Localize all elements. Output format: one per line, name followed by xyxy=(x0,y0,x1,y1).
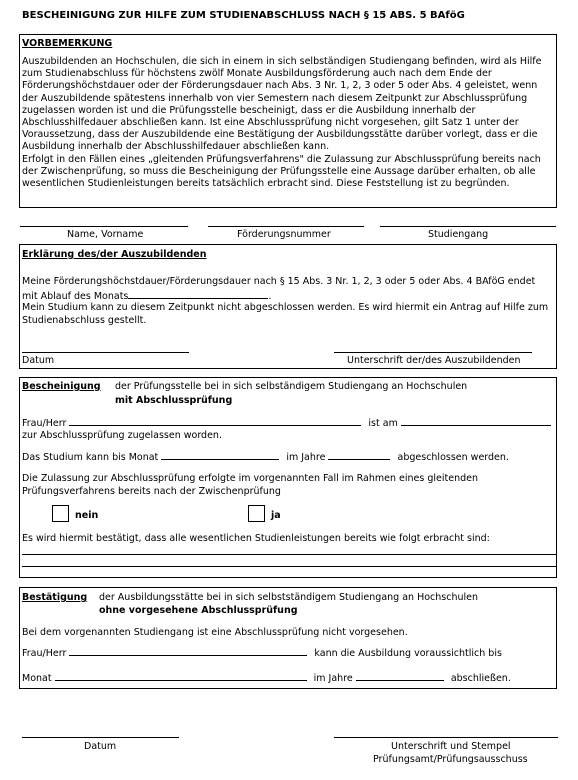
bestaetigt-text: Es wird hiermit bestätigt, dass alle wesentlichen Studienleistungen bereits wie folgt erbracht sind: xyxy=(22,533,490,544)
bescheinigung-frau-herr-row xyxy=(22,416,551,430)
studiengang-field[interactable] xyxy=(380,226,556,227)
foerderungsnummer-field[interactable] xyxy=(208,226,364,227)
erklaerung-signature-label: Unterschrift der/des Auszubildenden xyxy=(347,355,521,366)
bescheinigung-name-field[interactable] xyxy=(69,416,361,426)
nein-checkbox[interactable] xyxy=(52,505,69,522)
ist-am-label: ist am xyxy=(368,418,398,429)
bestaetigung-name-field[interactable] xyxy=(69,646,307,656)
vorbemerkung-line: zum Studienabschluss für höchstens zwölf Monate Ausbildungsförderung auch nach dem Ende der xyxy=(22,68,492,80)
erklaerung-line2: mit Ablauf des Monats . xyxy=(22,291,272,302)
studium-monat-row xyxy=(22,450,509,464)
studium-monat-label: Das Studium kann bis Monat xyxy=(22,452,159,463)
footer-signature-label1: Unterschrift und Stempel xyxy=(391,741,511,752)
vorbemerkung-line: Förderungshöchstdauer oder der Förderungsdauer nach Abs. 3 Nr. 1, 2, 3 oder 5 oder Abs. 4 geleistet, wenn xyxy=(22,80,538,92)
abgeschlossen-label: abgeschlossen werden. xyxy=(397,452,509,463)
abschliessen-label: abschließen. xyxy=(450,673,511,684)
bestaetigung-heading: Bestätigung xyxy=(22,592,88,603)
footer-date-label: Datum xyxy=(84,741,117,752)
bestaetigung-intro-bold: ohne vorgesehene Abschlussprüfung xyxy=(99,605,298,616)
ja-label: ja xyxy=(271,510,281,521)
studium-monat-field[interactable] xyxy=(161,450,279,460)
bescheinigung-intro: der Prüfungsstelle bei in sich selbständigem Studiengang an Hochschulen xyxy=(115,381,468,392)
im-jahre-label: im Jahre xyxy=(286,452,326,463)
erklaerung-line1: Meine Förderungshöchstdauer/Förderungsdauer nach § 15 Abs. 3 Nr. 1, 2, 3 oder 5 oder Abs. 4 BAföG endet xyxy=(22,276,536,287)
erklaerung-date-label: Datum xyxy=(22,355,55,366)
vorbemerkung-line: der Auszubildende spätestens innerhalb von vier Semestern nach diesem Zeitpunkt zur Abschlussprüfung xyxy=(22,92,528,104)
vorbemerkung-line: Auszubildenden an Hochschulen, die sich in einem in sich selbständigen Studiengang befinden, wird als Hilfe xyxy=(22,56,542,67)
vorbemerkung-line: zugelassen worden ist und die Prüfungsstelle bescheinigt, dass er die Ausbildung innerhalb der xyxy=(22,104,476,116)
nein-label: nein xyxy=(75,510,99,521)
footer-signature-label2: Prüfungsamt/Prüfungsausschuss xyxy=(373,754,528,765)
nicht-vorgesehen-text: Bei dem vorgenannten Studiengang ist eine Abschlussprüfung nicht vorgesehen. xyxy=(22,627,408,638)
name-field[interactable] xyxy=(20,226,188,227)
bescheinigung-heading: Bescheinigung xyxy=(22,381,101,392)
monat-field[interactable] xyxy=(128,289,268,299)
frau-herr-label: Frau/Herr xyxy=(22,418,67,429)
vorbemerkung-line: Erfolgt in den Fällen eines „gleitenden Prüfungsverfahrens" die Zulassung zur Abschlussprüfung bereits nach xyxy=(22,153,541,165)
name-label: Name, Vorname xyxy=(67,229,144,240)
bestaetigung-im-jahre-label: im Jahre xyxy=(313,673,353,684)
zulassung-line1: Die Zulassung zur Abschlussprüfung erfolgte im vorgenannten Fall im Rahmen eines gleitenden xyxy=(22,473,478,484)
bestaetigung-monat-label: Monat xyxy=(22,673,52,684)
bestaetigung-intro: der Ausbildungsstätte bei in sich selbstständigem Studiengang an Hochschulen xyxy=(99,592,478,603)
bescheinigung-intro-bold: mit Abschlussprüfung xyxy=(115,395,233,406)
zulassung-line2: Prüfungsverfahrens bereits nach der Zwischenprüfung xyxy=(22,486,281,497)
erklaerung-date-field[interactable] xyxy=(22,352,189,353)
zugelassen-text: zur Abschlussprüfung zugelassen worden. xyxy=(22,430,222,441)
vorbemerkung-line: wesentlichen Studienleistungen bereits tatsächlich erbracht sind. Diese Feststellung ist zu begründen. xyxy=(22,178,510,190)
bestaetigung-monat-row xyxy=(22,671,511,685)
vorbemerkung-text xyxy=(22,56,542,190)
foerderungsnummer-label: Förderungsnummer xyxy=(237,229,331,240)
footer-signature-field[interactable] xyxy=(334,737,558,738)
vorbemerkung-line: Abschlusshilfedauer abschließen kann. Ist eine Abschlussprüfung nicht vorgesehen, gilt Satz 1 unter der xyxy=(22,117,519,129)
document-title: BESCHEINIGUNG ZUR HILFE ZUM STUDIENABSCHLUSS NACH § 15 ABS. 5 BAföG xyxy=(22,10,465,21)
studienleistungen-field-1[interactable] xyxy=(22,554,556,555)
erklaerung-line3: Mein Studium kann zu diesem Zeitpunkt nicht abgeschlossen werden. Es wird hiermit ein Antrag auf Hilfe zum xyxy=(22,302,549,313)
vorbemerkung-line: Voraussetzung, dass der Auszubildende eine Bestätigung der Ausbildungsstätte darüber vorlegt, dass er die xyxy=(22,129,538,141)
bestaetigung-monat-field[interactable] xyxy=(55,671,307,681)
erklaerung-monat-label: mit Ablauf des Monats xyxy=(22,291,129,302)
bestaetigung-frau-herr-label: Frau/Herr xyxy=(22,648,67,659)
bestaetigung-jahr-field[interactable] xyxy=(356,671,444,681)
vorbemerkung-line: Ausbildung innerhalb der Abschlusshilfedauer abschließen kann. xyxy=(22,141,330,153)
studium-jahr-field[interactable] xyxy=(328,450,390,460)
erklaerung-signature-field[interactable] xyxy=(334,352,532,353)
studienleistungen-field-2[interactable] xyxy=(22,566,556,567)
studiengang-label: Studiengang xyxy=(428,229,489,240)
vorbemerkung-heading: VORBEMERKUNG xyxy=(22,38,113,49)
bestaetigung-frau-herr-row xyxy=(22,646,502,660)
erklaerung-line4: Studienabschluss gestellt. xyxy=(22,315,147,326)
ja-checkbox[interactable] xyxy=(248,505,265,522)
zulassung-datum-field[interactable] xyxy=(401,416,551,426)
vorbemerkung-line: der Zwischenprüfung, so muss die Bescheinigung der Prüfungsstelle eine Aussage darüber erhalten, ob alle xyxy=(22,165,536,177)
footer-date-field[interactable] xyxy=(22,737,179,738)
kann-die-label: kann die Ausbildung voraussichtlich bis xyxy=(314,648,502,659)
erklaerung-heading: Erklärung des/der Auszubildenden xyxy=(22,249,207,260)
